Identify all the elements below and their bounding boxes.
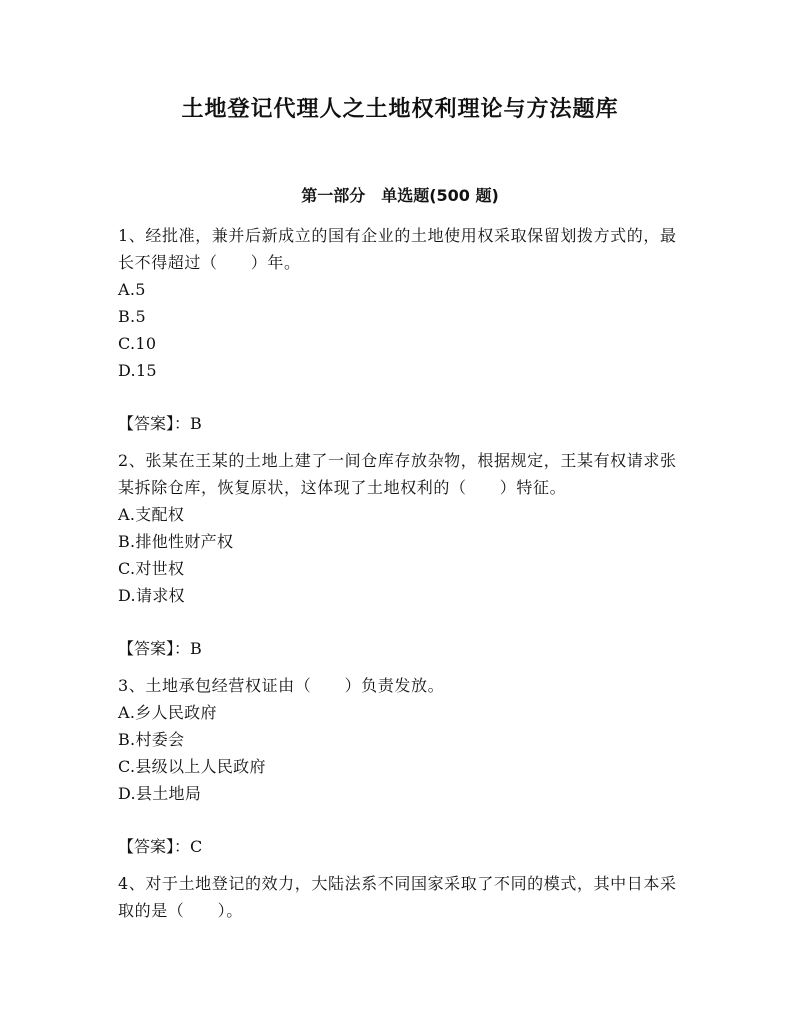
question-4 — [118, 870, 688, 924]
answer-line: 【答案】：B — [118, 414, 202, 433]
option-d: D.15 — [118, 361, 157, 380]
question-list — [118, 222, 688, 924]
document-title: 土地登记代理人之土地权利理论与方法题库 — [181, 97, 619, 122]
question-1 — [118, 222, 688, 437]
option-b: B.排他性财产权 — [118, 532, 234, 551]
section-heading: 第一部分 单选题(500 题) — [301, 186, 499, 205]
option-d: D.请求权 — [118, 586, 185, 605]
option-a: A.乡人民政府 — [118, 703, 217, 722]
option-c: C.对世权 — [118, 559, 185, 578]
question-3 — [118, 672, 688, 860]
option-a: A.5 — [118, 280, 146, 299]
option-c: C.县级以上人民政府 — [118, 757, 266, 776]
option-a: A.支配权 — [118, 505, 185, 524]
question-2 — [118, 447, 688, 662]
option-d: D.县土地局 — [118, 784, 202, 803]
question-stem: 2、张某在王某的土地上建了一间仓库存放杂物，根据规定，王某有权请求张某拆除仓库，恢复原状，这体现了土地权利的（ ）特征。 — [118, 451, 677, 497]
option-b: B.5 — [118, 307, 146, 326]
option-list — [118, 501, 688, 609]
question-stem: 4、对于土地登记的效力，大陆法系不同国家采取了不同的模式，其中日本采取的是（ ）。 — [118, 874, 677, 920]
option-list — [118, 699, 688, 807]
option-b: B.村委会 — [118, 730, 185, 749]
option-list — [118, 276, 688, 384]
option-c: C.10 — [118, 334, 157, 353]
question-stem: 3、土地承包经营权证由（ ）负责发放。 — [118, 676, 445, 695]
answer-line: 【答案】：C — [118, 837, 203, 856]
question-stem: 1、经批准，兼并后新成立的国有企业的土地使用权采取保留划拨方式的，最长不得超过（ ）年。 — [118, 226, 677, 272]
answer-line: 【答案】：B — [118, 639, 202, 658]
